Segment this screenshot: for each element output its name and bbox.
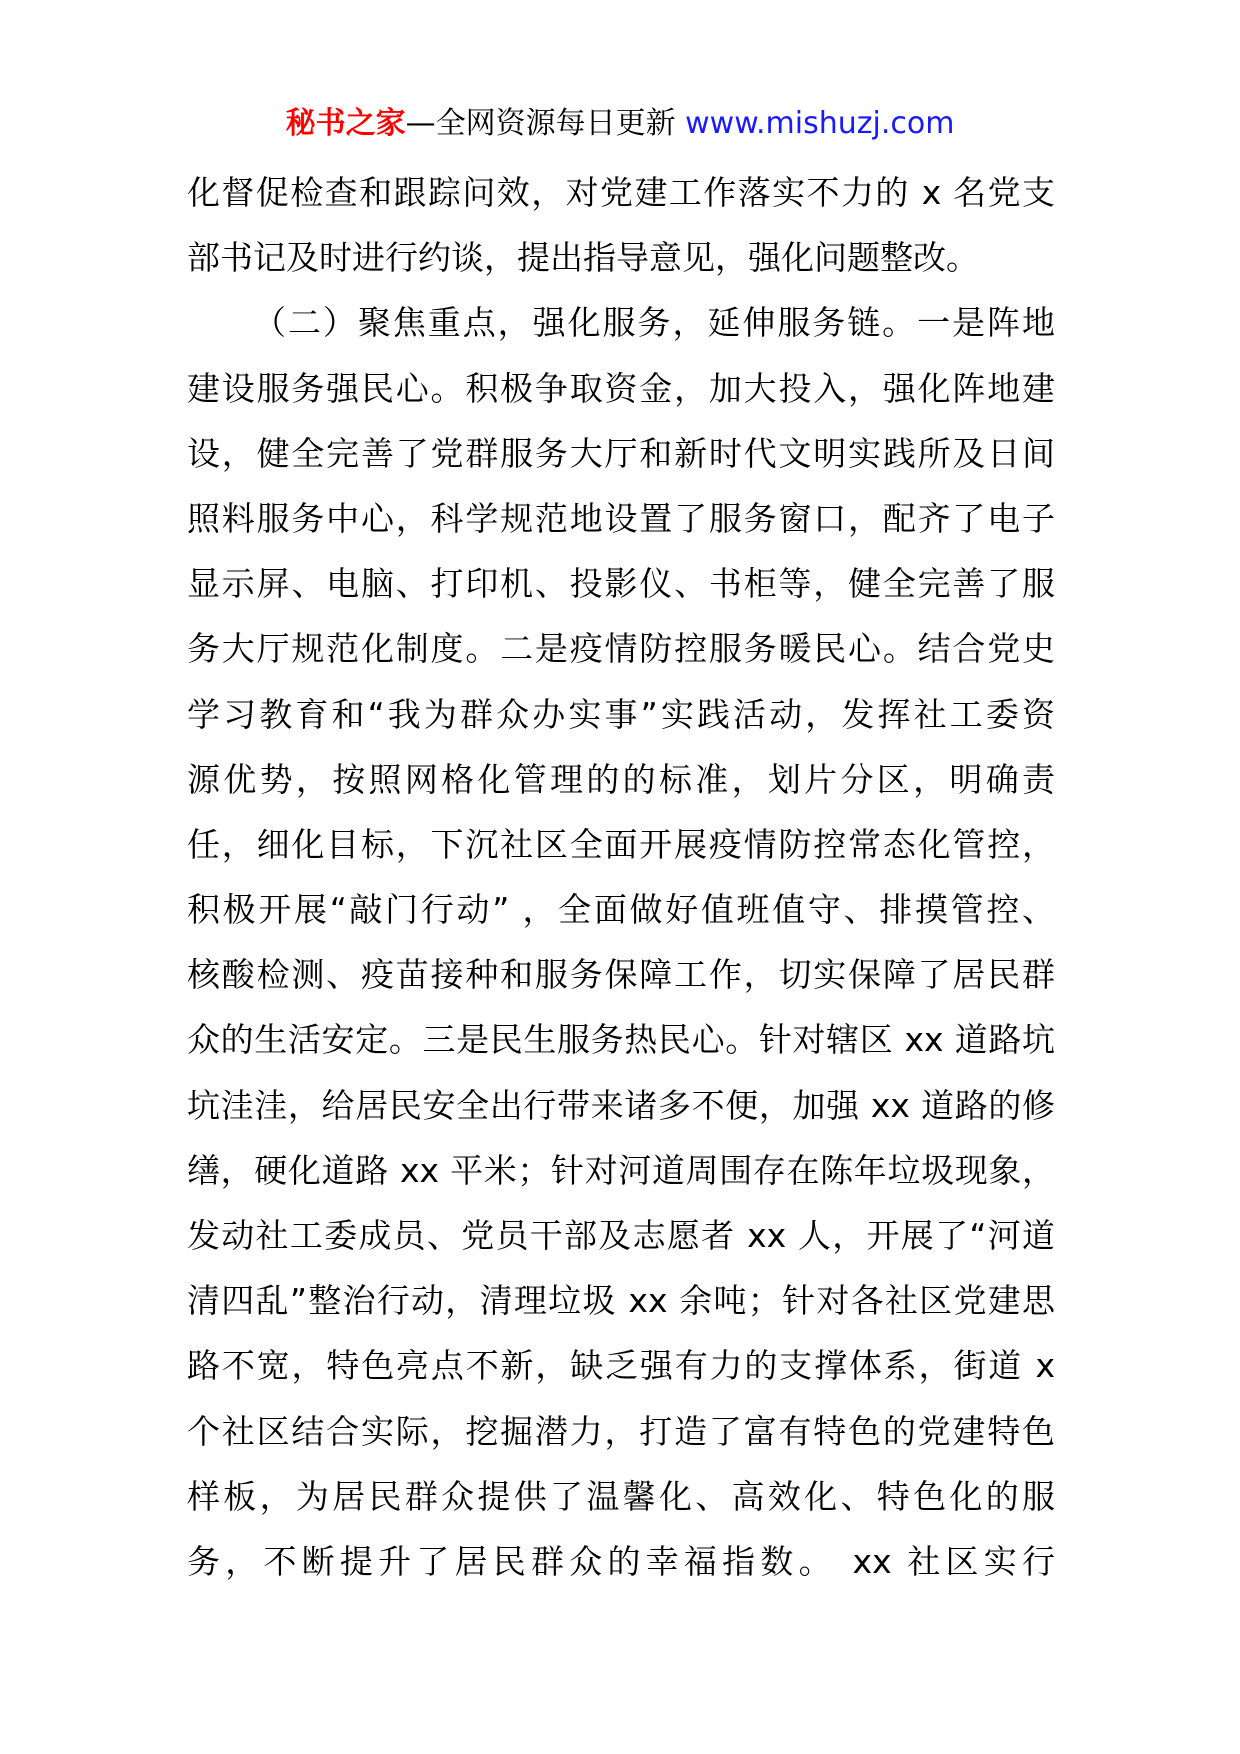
document-body (187, 160, 1055, 1594)
text-line: 清四乱”整治行动，清理垃圾 xx 余吨；针对各社区党建思 (187, 1281, 1055, 1321)
text-line: 照料服务中心，科学规范地设置了服务窗口，配齐了电子 (187, 498, 1055, 538)
text-line: 务大厅规范化制度。二是疫情防控服务暖民心。结合党史 (187, 629, 1055, 669)
site-header-banner (0, 104, 1240, 144)
site-url-link[interactable]: www.mishuzj.com (685, 106, 955, 141)
text-line: 化督促检查和跟踪问效，对党建工作落实不力的 x 名党支 (187, 173, 1055, 212)
text-line: 部书记及时进行约谈，提出指导意见，强化问题整改。 (187, 238, 979, 278)
text-line: 坑洼洼，给居民安全出行带来诸多不便，加强 xx 道路的修 (187, 1085, 1055, 1125)
text-line: 样板，为居民群众提供了温馨化、高效化、特色化的服 (187, 1476, 1055, 1516)
text-line: 核酸检测、疫苗接种和服务保障工作，切实保障了居民群 (187, 955, 1055, 995)
text-line: 源优势，按照网格化管理的的标准，划片分区，明确责 (187, 759, 1055, 799)
text-line: 设，健全完善了党群服务大厅和新时代文明实践所及日间 (187, 433, 1055, 473)
text-line: 建设服务强民心。积极争取资金，加大投入，强化阵地建 (187, 368, 1055, 408)
text-line: 学习教育和“我为群众办实事”实践活动，发挥社工委资 (187, 694, 1055, 734)
text-line: 个社区结合实际，挖掘潜力，打造了富有特色的党建特色 (187, 1411, 1055, 1451)
text-line: 缮，硬化道路 xx 平米；针对河道周围存在陈年垃圾现象， (187, 1150, 1055, 1190)
text-line: 路不宽，特色亮点不新，缺乏强有力的支撑体系，街道 x (187, 1346, 1055, 1386)
text-line: 务，不断提升了居民群众的幸福指数。 xx 社区实行 (187, 1541, 1055, 1581)
header-slogan: —全网资源每日更新 (405, 106, 676, 141)
brand-name: 秘书之家 (285, 106, 406, 141)
paragraph-start-line: （二）聚焦重点，强化服务，延伸服务链。一是阵地 (253, 303, 1055, 343)
text-line: 积极开展“敲门行动” ，全面做好值班值守、排摸管控、 (187, 890, 1055, 930)
text-line: 众的生活安定。三是民生服务热民心。针对辖区 xx 道路坑 (187, 1020, 1055, 1060)
text-line: 发动社工委成员、党员干部及志愿者 xx 人，开展了“河道 (187, 1216, 1055, 1255)
text-line: 显示屏、电脑、打印机、投影仪、书柜等，健全完善了服 (187, 564, 1055, 604)
text-line: 任，细化目标，下沉社区全面开展疫情防控常态化管控， (187, 824, 1055, 864)
